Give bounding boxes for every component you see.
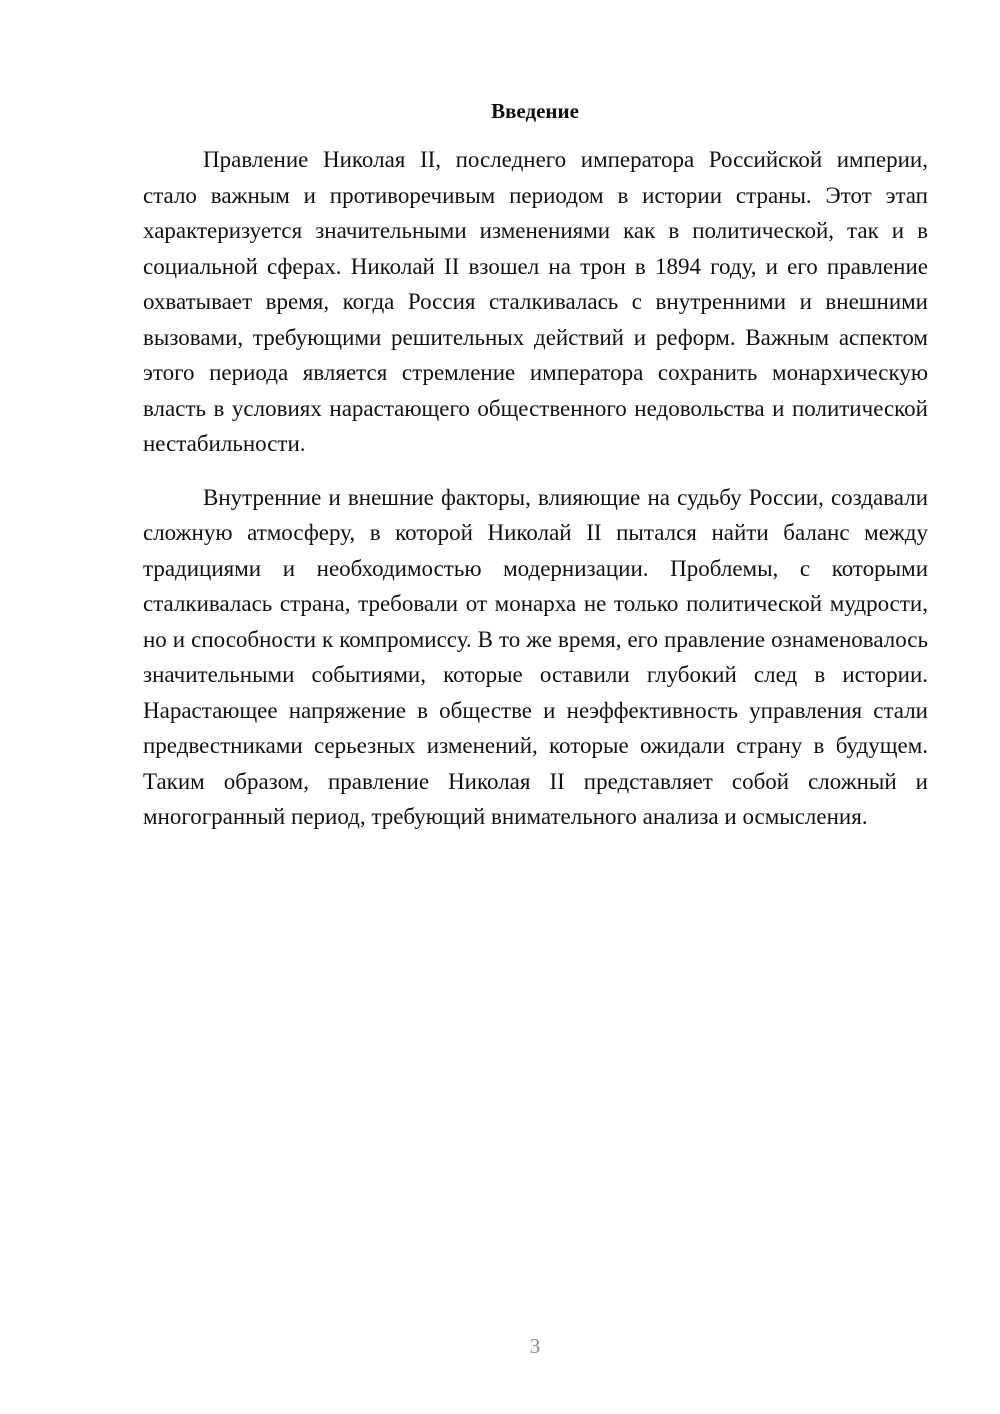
section-title: Введение (491, 99, 579, 123)
body-text (143, 142, 928, 835)
page-number: 3 (529, 1334, 541, 1358)
paragraph-2: Внутренние и внешние факторы, влияющие на судьбу России, создавали сложную атмосферу, в которой Николай II пытался найти баланс между традициями и необходимостью модернизации. Проблемы, с которыми сталкивалась страна, требовали от монарха не только политической мудрости, но и способности к компромиссу. В то же время, его правление ознаменовалось значительными событиями, которые оставили глубокий след в истории. Нарастающее напряжение в обществе и неэффективность управления стали предвестниками серьезных изменений, которые ожидали страну в будущем. Таким образом, правление Николая II представляет собой сложный и многогранный период, требующий внимательного анализа и осмысления. (143, 484, 928, 829)
paragraph-1: Правление Николая II, последнего императора Российской империи, стало важным и противоречивым периодом в истории страны. Этот этап характеризуется значительными изменениями как в политической, так и в социальной сферах. Николай II взошел на трон в 1894 году, и его правление охватывает время, когда Россия сталкивалась с внутренними и внешними вызовами, требующими решительных действий и реформ. Важным аспектом этого периода является стремление императора сохранить монархическую власть в условиях нарастающего общественного недовольства и политической нестабильности. (143, 147, 928, 456)
